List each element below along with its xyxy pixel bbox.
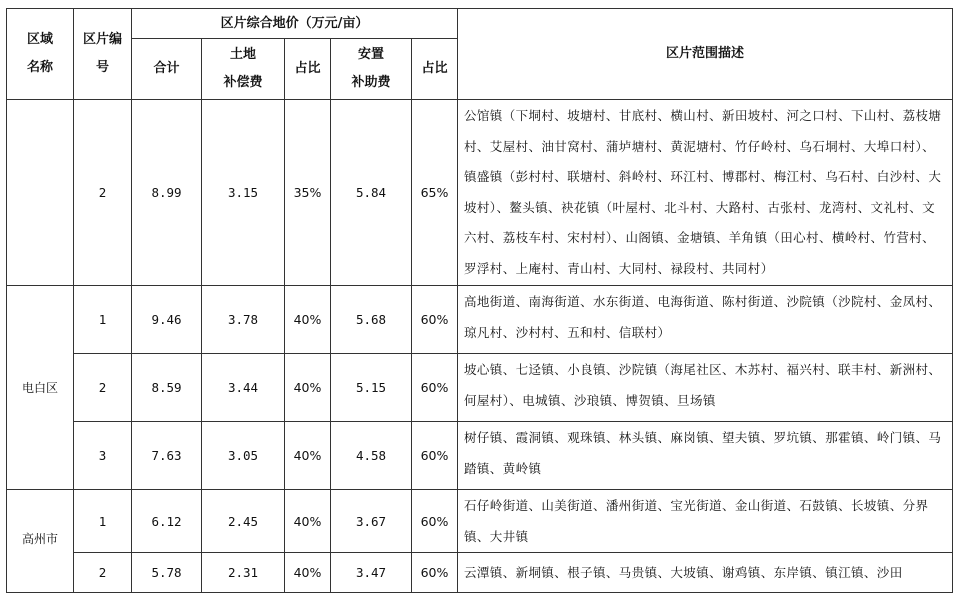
header-land-compensation: 土地 补偿费 — [202, 39, 285, 100]
total-cell: 7.63 — [132, 422, 202, 490]
ratio2-cell: 65% — [412, 100, 458, 286]
description-cell: 石仔岭街道、山美街道、潘州街道、宝光街道、金山街道、石鼓镇、长坡镇、分界镇、大井镇 — [458, 490, 953, 553]
header-ratio-2: 占比 — [412, 39, 458, 100]
zone-cell: 1 — [74, 286, 132, 354]
header-description: 区片范围描述 — [458, 9, 953, 100]
total-cell: 8.99 — [132, 100, 202, 286]
total-cell: 5.78 — [132, 553, 202, 593]
ratio1-cell: 40% — [285, 286, 331, 354]
land-cell: 2.31 — [202, 553, 285, 593]
total-cell: 8.59 — [132, 354, 202, 422]
zone-cell: 2 — [74, 354, 132, 422]
ratio2-cell: 60% — [412, 354, 458, 422]
zone-cell: 3 — [74, 422, 132, 490]
header-ratio-1: 占比 — [285, 39, 331, 100]
ratio1-cell: 40% — [285, 422, 331, 490]
description-cell: 高地街道、南海街道、水东街道、电海街道、陈村街道、沙院镇（沙院村、金凤村、琼凡村、沙村村、五和村、信联村） — [458, 286, 953, 354]
resettle-cell: 3.47 — [331, 553, 412, 593]
land-cell: 3.15 — [202, 100, 285, 286]
ratio1-cell: 40% — [285, 553, 331, 593]
land-cell: 3.78 — [202, 286, 285, 354]
header-district: 区域 名称 — [7, 9, 74, 100]
ratio2-cell: 60% — [412, 286, 458, 354]
total-cell: 9.46 — [132, 286, 202, 354]
zone-cell: 2 — [74, 100, 132, 286]
district-cell — [7, 100, 74, 286]
ratio1-cell: 40% — [285, 354, 331, 422]
land-cell: 3.05 — [202, 422, 285, 490]
zone-cell: 1 — [74, 490, 132, 553]
land-price-table — [6, 8, 953, 593]
ratio1-cell: 35% — [285, 100, 331, 286]
district-cell: 高州市 — [7, 490, 74, 593]
land-cell: 3.44 — [202, 354, 285, 422]
description-cell: 公馆镇（下垌村、坡塘村、甘底村、横山村、新田坡村、河之口村、下山村、荔枝塘村、艾屋村、油甘窝村、蒲垆塘村、黄泥塘村、竹仔岭村、乌石垌村、大埠口村）、镇盛镇（彭村村、联塘村、斜岭村、环江村、博郡村、梅江村、乌石村、白沙村、大坡村）、鳌头镇、袂花镇（叶屋村、北斗村、大路村、古张村、龙湾村、文礼村、文六村、荔枝车村、宋村村）、山阁镇、金塘镇、羊角镇（田心村、横岭村、竹营村、罗浮村、上庵村、青山村、大同村、禄段村、共同村） — [458, 100, 953, 286]
land-cell: 2.45 — [202, 490, 285, 553]
total-cell: 6.12 — [132, 490, 202, 553]
header-price-group: 区片综合地价（万元/亩） — [132, 9, 458, 39]
header-zone-number: 区片编 号 — [74, 9, 132, 100]
district-cell: 电白区 — [7, 286, 74, 490]
resettle-cell: 5.68 — [331, 286, 412, 354]
resettle-cell: 3.67 — [331, 490, 412, 553]
ratio2-cell: 60% — [412, 490, 458, 553]
ratio2-cell: 60% — [412, 553, 458, 593]
description-cell: 坡心镇、七迳镇、小良镇、沙院镇（海尾社区、木苏村、福兴村、联丰村、新洲村、何屋村）、电城镇、沙琅镇、博贺镇、旦场镇 — [458, 354, 953, 422]
resettle-cell: 4.58 — [331, 422, 412, 490]
ratio2-cell: 60% — [412, 422, 458, 490]
zone-cell: 2 — [74, 553, 132, 593]
resettle-cell: 5.15 — [331, 354, 412, 422]
description-cell: 云潭镇、新垌镇、根子镇、马贵镇、大坡镇、谢鸡镇、东岸镇、镇江镇、沙田 — [458, 553, 953, 593]
ratio1-cell: 40% — [285, 490, 331, 553]
description-cell: 树仔镇、霞洞镇、观珠镇、林头镇、麻岗镇、望夫镇、罗坑镇、那霍镇、岭门镇、马踏镇、黄岭镇 — [458, 422, 953, 490]
resettle-cell: 5.84 — [331, 100, 412, 286]
header-total: 合计 — [132, 39, 202, 100]
header-resettlement-subsidy: 安置 补助费 — [331, 39, 412, 100]
